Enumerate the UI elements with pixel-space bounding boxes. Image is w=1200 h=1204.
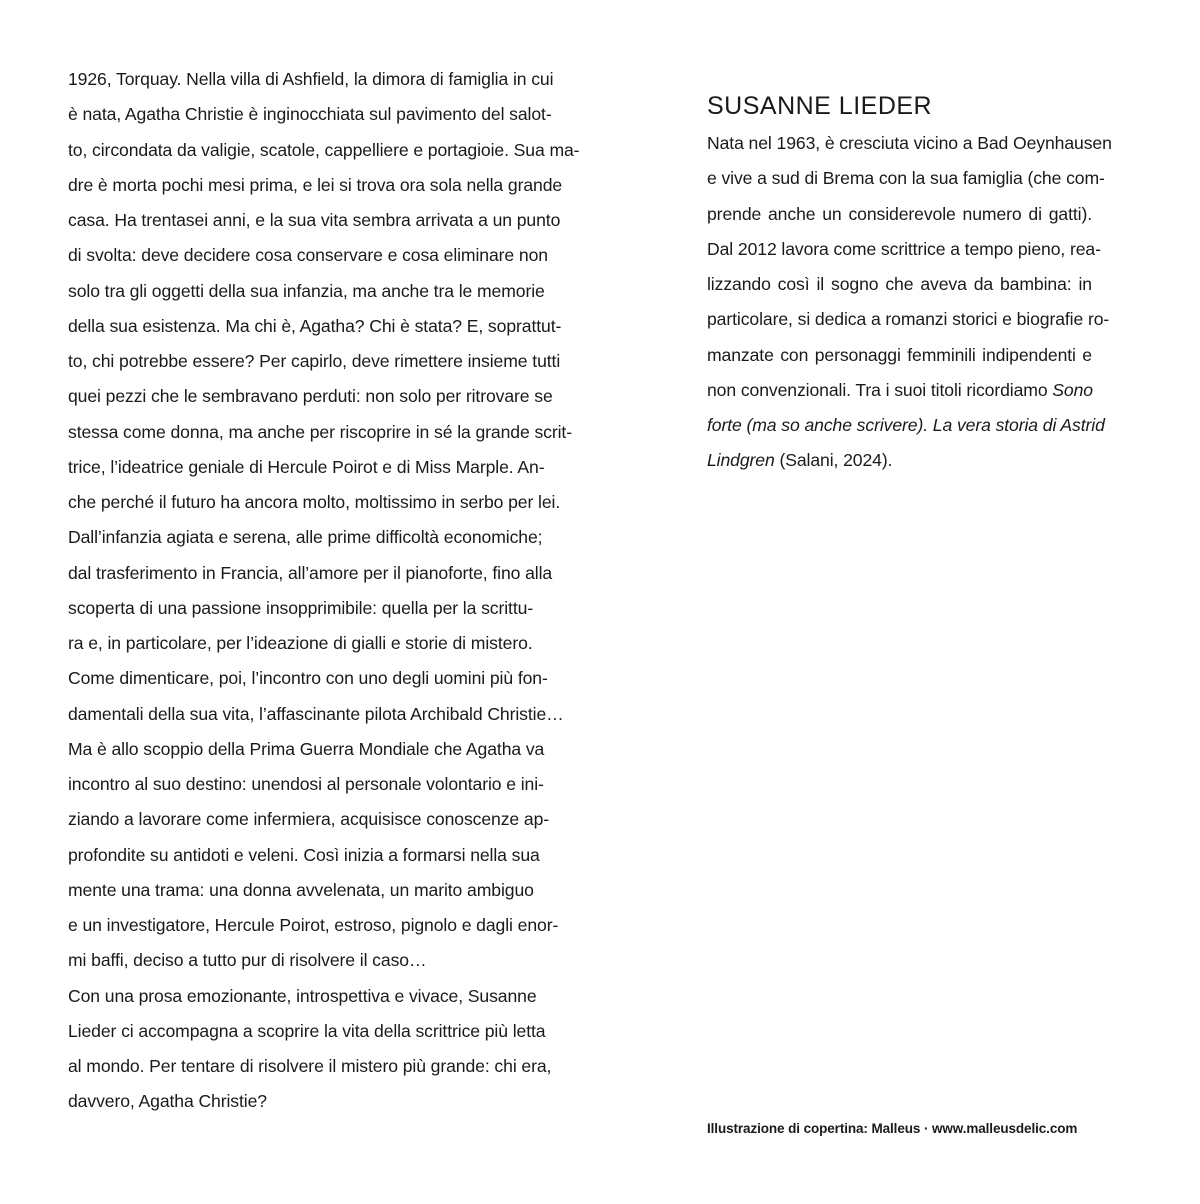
synopsis-line: dre è morta pochi mesi prima, e lei si trova ora sola nella grande <box>68 174 563 195</box>
author-name: SUSANNE LIEDER <box>707 92 933 120</box>
synopsis-line: solo tra gli oggetti della sua infanzia, ma anche tra le memorie <box>68 280 545 301</box>
synopsis-line: di svolta: deve decidere cosa conservare e cosa eliminare non <box>68 245 548 266</box>
synopsis-line: profondite su antidoti e veleni. Così inizia a formarsi nella sua <box>68 844 540 865</box>
synopsis-line: dal trasferimento in Francia, all’amore per il pianoforte, fino alla <box>68 562 553 583</box>
bio-line <box>707 443 1092 478</box>
synopsis-line: della sua esistenza. Ma chi è, Agatha? Chi è stata? E, soprattut- <box>68 315 562 336</box>
book-title-italic: Lindgren <box>707 450 775 471</box>
bio-text: non convenzionali. Tra i suoi titoli ricordiamo <box>707 379 1053 400</box>
synopsis-line: ra e, in particolare, per l’ideazione di gialli e storie di mistero. <box>68 633 533 653</box>
synopsis-line: Lieder ci accompagna a scoprire la vita della scrittrice più letta <box>68 1020 546 1041</box>
cover-illustration-credit: Illustrazione di copertina: Malleus · www.malleusdelic.com <box>707 1121 1078 1136</box>
synopsis-line: Con una prosa emozionante, introspettiva e vivace, Susanne <box>68 985 537 1006</box>
bio-line: particolare, si dedica a romanzi storici e biografie ro- <box>707 309 1110 330</box>
bio-line: e vive a sud di Brema con la sua famiglia (che com- <box>707 168 1105 189</box>
synopsis-line: che perché il futuro ha ancora molto, moltissimo in serbo per lei. <box>68 492 561 512</box>
synopsis-line: è nata, Agatha Christie è inginocchiata sul pavimento del salot- <box>68 104 552 125</box>
synopsis-line: damentali della sua vita, l’affascinante pilota Archibald Christie… <box>68 703 564 724</box>
synopsis-line: trice, l’ideatrice geniale di Hercule Poirot e di Miss Marple. An- <box>68 456 545 477</box>
synopsis-line: to, circondata da valigie, scatole, cappelliere e portagioie. Sua ma- <box>68 139 580 160</box>
synopsis-line: 1926, Torquay. Nella villa di Ashfield, la dimora di famiglia in cui <box>68 69 554 89</box>
bio-line: manzate con personaggi femminili indipendenti e <box>707 344 1092 365</box>
author-section <box>707 86 1112 479</box>
synopsis-paragraph-1 <box>68 62 580 979</box>
synopsis-line: ziando a lavorare come infermiera, acquisisce conoscenze ap- <box>68 809 550 830</box>
synopsis-line: Come dimenticare, poi, l’incontro con uno degli uomini più fon- <box>68 668 548 689</box>
bio-line <box>707 408 1105 443</box>
synopsis-line: casa. Ha trentasei anni, e la sua vita sembra arrivata a un punto <box>68 210 561 230</box>
synopsis-line: scoperta di una passione insopprimibile: quella per la scrittu- <box>68 597 534 618</box>
synopsis-line: to, chi potrebbe essere? Per capirlo, deve rimettere insieme tutti <box>68 351 561 371</box>
synopsis-line: Dall’infanzia agiata e serena, alle prime difficoltà economiche; <box>68 527 543 548</box>
bio-line: Dal 2012 lavora come scrittrice a tempo pieno, rea- <box>707 238 1101 259</box>
synopsis-line: quei pezzi che le sembravano perduti: non solo per ritrovare se <box>68 386 553 407</box>
synopsis-line: al mondo. Per tentare di risolvere il mistero più grande: chi era, <box>68 1056 552 1076</box>
synopsis-line: mi baffi, deciso a tutto pur di risolvere il caso… <box>68 950 427 971</box>
synopsis-line: mente una trama: una donna avvelenata, un marito ambiguo <box>68 879 534 900</box>
synopsis-line: davvero, Agatha Christie? <box>68 1091 267 1112</box>
bio-line: lizzando così il sogno che aveva da bambina: in <box>707 274 1092 294</box>
synopsis <box>68 62 580 1120</box>
book-title-italic: forte (ma so anche scrivere). La vera storia di Astrid <box>707 415 1105 435</box>
bio-line: Nata nel 1963, è cresciuta vicino a Bad Oeynhausen <box>707 133 1112 153</box>
synopsis-line: Ma è allo scoppio della Prima Guerra Mondiale che Agatha va <box>68 738 545 759</box>
synopsis-line: stessa come donna, ma anche per riscoprire in sé la grande scrit- <box>68 421 572 442</box>
synopsis-line: e un investigatore, Hercule Poirot, estroso, pignolo e dagli enor- <box>68 915 559 935</box>
bio-line: prende anche un considerevole numero di gatti). <box>707 203 1092 224</box>
bio-line <box>707 373 1092 408</box>
author-bio <box>707 126 1112 479</box>
bio-text: (Salani, 2024). <box>774 450 893 471</box>
synopsis-line: incontro al suo destino: unendosi al personale volontario e ini- <box>68 774 544 794</box>
book-title-italic: Sono <box>1052 379 1093 400</box>
synopsis-paragraph-2 <box>68 979 552 1120</box>
